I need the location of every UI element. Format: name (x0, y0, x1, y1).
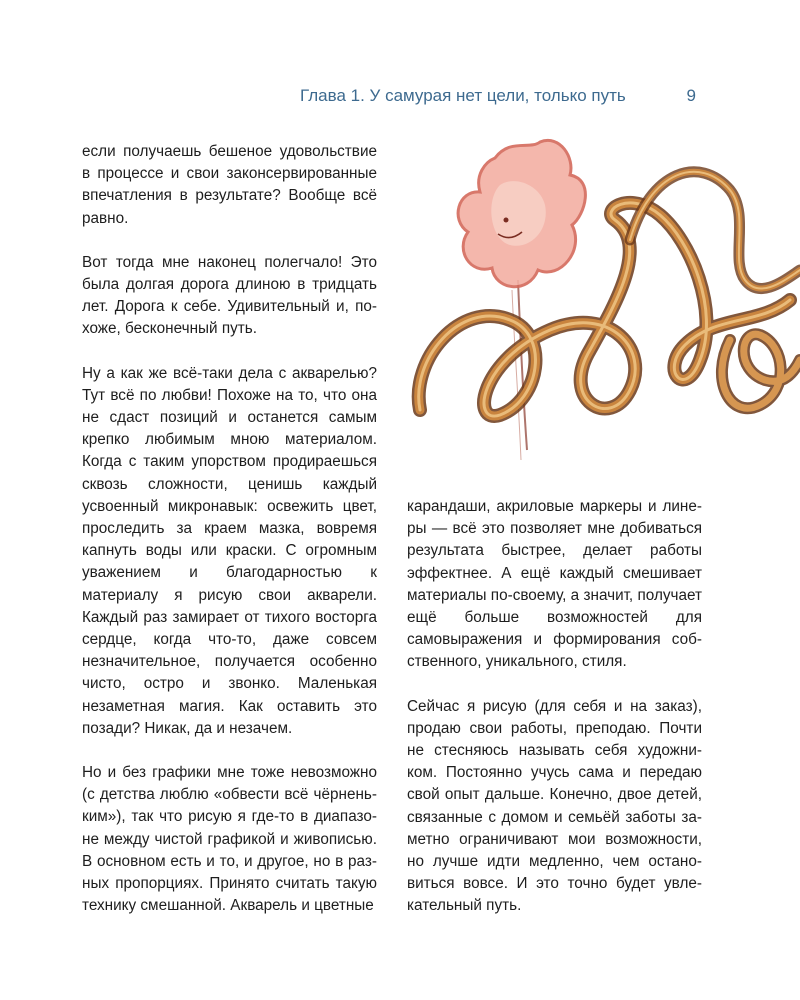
left-text-column (82, 141, 377, 940)
paragraph: Но и без графики мне тоже невозможно (с детства люблю «обвести всё чёрненьким»), так что рисую я где-то в диапазоне между чистой графикой и живописью. В основном есть и то, и другое, но в разных пропорциях. Принято считать такую технику смешанной. Акварель и цветные (82, 764, 377, 915)
right-text-column (407, 496, 702, 940)
paragraph: Сейчас я рисую (для себя и на заказ), продаю свои работы, преподаю. Почти не стесняюсь называть себя художником. Постоянно учусь сама и передаю свой опыт дальше. Конечно, двое детей, связанные с домом и семьёй заботы заметно ограничивают мои возможности, но лучше идти медленно, чем остановиться вовсе. И это точно будет увлекательный путь. (407, 697, 702, 915)
ribbon-top-tail-mid (630, 172, 800, 289)
chapter-title: Глава 1. У самурая нет цели, только путь (300, 86, 626, 105)
paragraph: если получаешь бешеное удовольствие в процессе и свои законсервированные впечатления в результате? Вообще всё равно. (82, 143, 377, 227)
paragraph: Вот тогда мне наконец полегчало! Это была долгая дорога длиною в тридцать лет. Дорога к себе. Удивительный и, похоже, бесконечный путь. (82, 253, 377, 338)
flower-eye (504, 218, 509, 223)
paragraph: карандаши, акриловые маркеры и линеры — всё это позволяет мне добиваться результата быстрее, делает работы эффектнее. А ещё каждый смешивает материалы по-своему, а значит, получает ещё больше возможностей для самовыражения и формирования собственного, уникального, стиля. (407, 498, 702, 671)
page-number: 9 (686, 86, 696, 105)
watercolor-illustration (400, 130, 800, 475)
paragraph: Ну а как же всё-таки дела с акварелью? Тут всё по любви! Похоже на то, что она не сдаст позиций и останется самым крепко любимым мною материалом. Когда с таким упорством продираешься сквозь сложности, ценишь каждый усвоенный микронавык: освежить цвет, проследить за краем мазка, вовремя капнуть воды или краски. С огромным уважением и благодарностью к материалу я рисую свои акварели. Каждый раз замирает от тихого восторга сердце, когда что-то, даже совсем незначительное, получается особенно чисто, остро и звонко. Маленькая незаметная магия. Как оставить это позади? Никак, да и незачем. (82, 364, 377, 737)
